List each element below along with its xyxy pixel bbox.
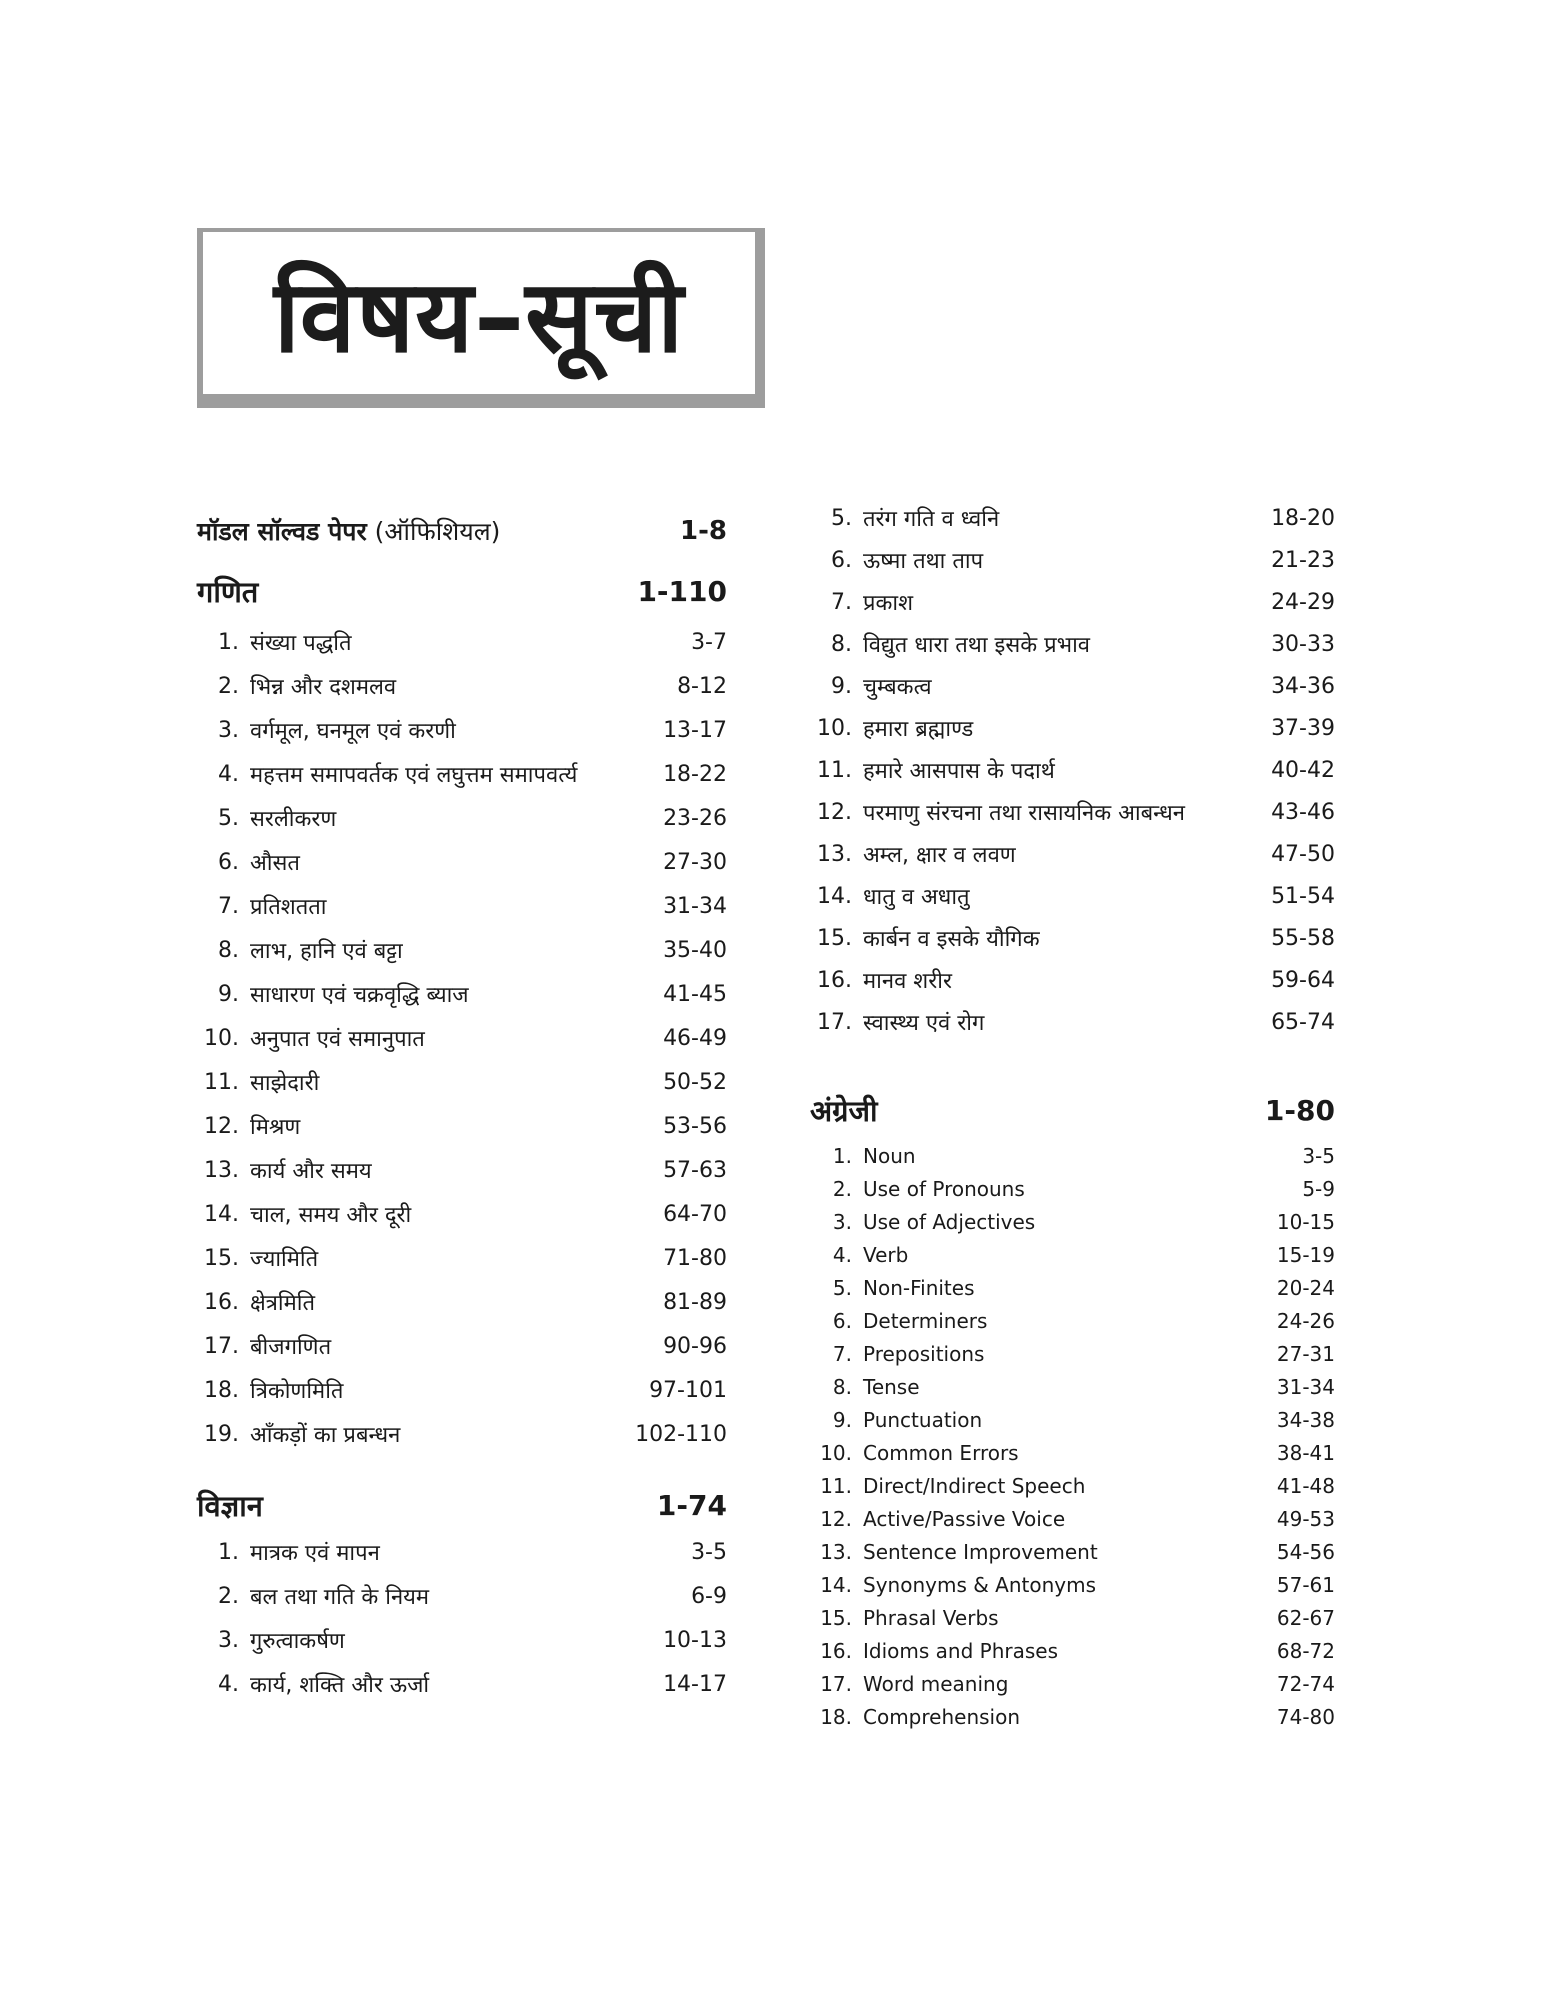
toc-entry — [197, 1324, 727, 1368]
entry-number: 13. — [820, 1539, 852, 1564]
entry-pages: 31-34 — [1276, 1374, 1335, 1399]
entry-number: 7. — [832, 1341, 852, 1366]
toc-entry — [810, 623, 1335, 665]
toc-entry — [197, 1192, 727, 1236]
toc-entry — [810, 1370, 1335, 1403]
toc-entry — [810, 1238, 1335, 1271]
entry-title: त्रिकोणमिति — [250, 1379, 344, 1404]
entry-pages: 8-12 — [677, 673, 727, 699]
entry-pages: 31-34 — [663, 893, 727, 919]
entry-title: Punctuation — [863, 1407, 983, 1432]
entry-title: मानव शरीर — [863, 969, 952, 994]
toc-entry — [810, 1337, 1335, 1370]
toc-left-column — [197, 500, 727, 1706]
entry-number: 14. — [820, 1572, 852, 1597]
entry-number: 11. — [820, 1473, 852, 1498]
entry-number: 1. — [218, 629, 239, 655]
entry-number: 18. — [204, 1377, 239, 1403]
page-title: विषय–सूची — [273, 258, 685, 375]
toc-entry — [197, 1236, 727, 1280]
entry-number: 14. — [817, 883, 852, 909]
entry-pages: 74-80 — [1276, 1704, 1335, 1729]
entry-number: 11. — [204, 1069, 239, 1095]
entry-title: प्रकाश — [863, 591, 914, 616]
entry-pages: 47-50 — [1271, 841, 1335, 867]
toc-entry — [197, 796, 727, 840]
entry-title: ज्यामिति — [250, 1247, 319, 1272]
entry-number: 13. — [204, 1157, 239, 1183]
toc-entry — [810, 1139, 1335, 1172]
entry-number: 4. — [218, 761, 239, 787]
entry-pages: 62-67 — [1276, 1605, 1335, 1630]
entry-number: 9. — [832, 1407, 852, 1432]
entry-number: 6. — [218, 849, 239, 875]
entry-title: औसत — [250, 851, 300, 876]
entry-title: संख्या पद्धति — [250, 631, 352, 656]
entry-number: 6. — [832, 1308, 852, 1333]
entry-title: धातु व अधातु — [863, 885, 970, 910]
entry-title: Direct/Indirect Speech — [863, 1473, 1086, 1498]
entry-pages: 3-5 — [691, 1539, 727, 1565]
entry-title: स्वास्थ्य एवं रोग — [863, 1011, 985, 1036]
entry-number: 7. — [218, 893, 239, 919]
entry-pages: 49-53 — [1276, 1506, 1335, 1531]
entry-pages: 20-24 — [1276, 1275, 1335, 1300]
entry-pages: 6-9 — [691, 1583, 727, 1609]
entry-number: 4. — [218, 1671, 239, 1697]
entry-title: Noun — [863, 1143, 916, 1168]
toc-entry — [810, 1535, 1335, 1568]
entry-pages: 81-89 — [663, 1289, 727, 1315]
toc-entry — [810, 1667, 1335, 1700]
entry-pages: 21-23 — [1271, 547, 1335, 573]
toc-right-column — [810, 497, 1335, 1733]
entry-number: 13. — [817, 841, 852, 867]
toc-entry — [810, 1700, 1335, 1733]
science-chapter-list-part2 — [810, 497, 1335, 1043]
entry-pages: 71-80 — [663, 1245, 727, 1271]
math-chapter-list — [197, 620, 727, 1456]
entry-pages: 3-5 — [1302, 1143, 1335, 1168]
entry-title: लाभ, हानि एवं बट्टा — [250, 939, 403, 964]
entry-number: 3. — [832, 1209, 852, 1234]
toc-entry — [197, 1412, 727, 1456]
entry-number: 16. — [820, 1638, 852, 1663]
toc-entry — [810, 1271, 1335, 1304]
entry-pages: 46-49 — [663, 1025, 727, 1051]
toc-entry — [810, 833, 1335, 875]
entry-title: क्षेत्रमिति — [250, 1291, 316, 1316]
entry-title: Verb — [863, 1242, 909, 1267]
entry-pages: 53-56 — [663, 1113, 727, 1139]
entry-pages: 24-29 — [1271, 589, 1335, 615]
entry-pages: 18-22 — [663, 761, 727, 787]
toc-entry — [197, 972, 727, 1016]
toc-entry — [810, 749, 1335, 791]
entry-pages: 57-61 — [1276, 1572, 1335, 1597]
entry-number: 19. — [204, 1421, 239, 1447]
entry-pages: 57-63 — [663, 1157, 727, 1183]
toc-entry — [810, 665, 1335, 707]
entry-pages: 41-48 — [1276, 1473, 1335, 1498]
toc-entry — [810, 581, 1335, 623]
model-paper-pages: 1-8 — [680, 516, 727, 546]
entry-pages: 68-72 — [1276, 1638, 1335, 1663]
entry-title: Comprehension — [863, 1704, 1021, 1729]
entry-pages: 10-13 — [663, 1627, 727, 1653]
entry-title: Non-Finites — [863, 1275, 975, 1300]
entry-pages: 3-7 — [691, 629, 727, 655]
toc-entry — [810, 1568, 1335, 1601]
entry-number: 10. — [820, 1440, 852, 1465]
toc-entry — [197, 1618, 727, 1662]
entry-pages: 43-46 — [1271, 799, 1335, 825]
toc-entry — [810, 917, 1335, 959]
toc-entry — [197, 1148, 727, 1192]
entry-number: 9. — [831, 673, 852, 699]
toc-entry — [197, 752, 727, 796]
entry-number: 10. — [817, 715, 852, 741]
toc-entry — [197, 1060, 727, 1104]
entry-pages: 41-45 — [663, 981, 727, 1007]
entry-pages: 30-33 — [1271, 631, 1335, 657]
entry-number: 16. — [204, 1289, 239, 1315]
entry-pages: 23-26 — [663, 805, 727, 831]
entry-title: Use of Pronouns — [863, 1176, 1025, 1201]
toc-entry — [197, 1530, 727, 1574]
entry-title: Idioms and Phrases — [863, 1638, 1058, 1663]
entry-number: 10. — [204, 1025, 239, 1051]
entry-pages: 5-9 — [1302, 1176, 1335, 1201]
english-chapter-list — [810, 1139, 1335, 1733]
entry-title: Use of Adjectives — [863, 1209, 1036, 1234]
entry-title: कार्य और समय — [250, 1159, 372, 1184]
entry-number: 5. — [218, 805, 239, 831]
toc-entry — [197, 1280, 727, 1324]
section-heading-math: गणित 1-110 — [197, 574, 727, 609]
entry-title: ऊष्मा तथा ताप — [863, 549, 984, 574]
entry-number: 11. — [817, 757, 852, 783]
entry-title: साझेदारी — [250, 1071, 320, 1096]
science-chapter-list-part1 — [197, 1530, 727, 1706]
toc-entry — [810, 875, 1335, 917]
entry-title: प्रतिशतता — [250, 895, 327, 920]
entry-title: मात्रक एवं मापन — [250, 1541, 380, 1566]
section-heading-english: अंग्रेजी 1-80 — [810, 1093, 1335, 1128]
toc-entry — [810, 1403, 1335, 1436]
toc-entry — [197, 620, 727, 664]
entry-title: गुरुत्वाकर्षण — [250, 1629, 345, 1654]
entry-number: 18. — [820, 1704, 852, 1729]
entry-title: अम्ल, क्षार व लवण — [863, 843, 1016, 868]
entry-title: मिश्रण — [250, 1115, 301, 1140]
entry-pages: 18-20 — [1271, 505, 1335, 531]
title-frame — [203, 232, 755, 394]
entry-number: 5. — [831, 505, 852, 531]
entry-pages: 65-74 — [1271, 1009, 1335, 1035]
entry-pages: 55-58 — [1271, 925, 1335, 951]
toc-entry — [197, 708, 727, 752]
toc-entry — [810, 791, 1335, 833]
entry-number: 14. — [204, 1201, 239, 1227]
entry-number: 5. — [832, 1275, 852, 1300]
entry-title: Synonyms & Antonyms — [863, 1572, 1097, 1597]
entry-number: 12. — [820, 1506, 852, 1531]
toc-entry — [197, 1574, 727, 1618]
entry-title: Word meaning — [863, 1671, 1009, 1696]
entry-number: 17. — [817, 1009, 852, 1035]
entry-number: 6. — [831, 547, 852, 573]
entry-title: Common Errors — [863, 1440, 1019, 1465]
toc-entry — [197, 840, 727, 884]
toc-entry — [810, 959, 1335, 1001]
entry-pages: 15-19 — [1276, 1242, 1335, 1267]
entry-title: परमाणु संरचना तथा रासायनिक आबन्धन — [863, 801, 1185, 826]
toc-entry — [810, 1172, 1335, 1205]
toc-entry — [197, 1104, 727, 1148]
entry-title: Prepositions — [863, 1341, 985, 1366]
entry-number: 3. — [218, 1627, 239, 1653]
entry-title: सरलीकरण — [250, 807, 337, 832]
entry-number: 7. — [831, 589, 852, 615]
entry-number: 17. — [204, 1333, 239, 1359]
entry-title: कार्य, शक्ति और ऊर्जा — [250, 1673, 430, 1698]
entry-pages: 27-31 — [1276, 1341, 1335, 1366]
toc-entry — [197, 664, 727, 708]
entry-number: 12. — [204, 1113, 239, 1139]
entry-pages: 34-38 — [1276, 1407, 1335, 1432]
entry-title: हमारा ब्रह्माण्ड — [863, 717, 974, 742]
toc-entry — [197, 884, 727, 928]
toc-entry — [810, 707, 1335, 749]
entry-title: Tense — [863, 1374, 920, 1399]
entry-title: Active/Passive Voice — [863, 1506, 1066, 1531]
entry-number: 1. — [218, 1539, 239, 1565]
entry-number: 2. — [218, 1583, 239, 1609]
entry-number: 12. — [817, 799, 852, 825]
toc-entry — [810, 1304, 1335, 1337]
toc-entry — [197, 1368, 727, 1412]
entry-title: महत्तम समापवर्तक एवं लघुत्तम समापवर्त्य — [250, 763, 578, 788]
toc-entry — [810, 497, 1335, 539]
entry-title: बल तथा गति के नियम — [250, 1585, 430, 1610]
entry-pages: 72-74 — [1276, 1671, 1335, 1696]
entry-title: वर्गमूल, घनमूल एवं करणी — [250, 719, 456, 744]
model-paper-title: मॉडल सॉल्वड पेपर (ऑफिशियल) — [197, 517, 501, 546]
entry-pages: 34-36 — [1271, 673, 1335, 699]
entry-pages: 59-64 — [1271, 967, 1335, 993]
entry-title: अनुपात एवं समानुपात — [250, 1027, 425, 1052]
toc-entry — [810, 1001, 1335, 1043]
entry-pages: 10-15 — [1276, 1209, 1335, 1234]
model-paper-entry — [197, 500, 727, 562]
entry-number: 15. — [204, 1245, 239, 1271]
entry-number: 2. — [832, 1176, 852, 1201]
toc-entry — [810, 1634, 1335, 1667]
entry-number: 8. — [218, 937, 239, 963]
toc-entry — [197, 928, 727, 972]
entry-pages: 51-54 — [1271, 883, 1335, 909]
entry-title: चाल, समय और दूरी — [250, 1203, 412, 1228]
entry-number: 15. — [820, 1605, 852, 1630]
entry-title: चुम्बकत्व — [863, 675, 932, 700]
entry-pages: 37-39 — [1271, 715, 1335, 741]
entry-pages: 13-17 — [663, 717, 727, 743]
entry-title: तरंग गति व ध्वनि — [863, 507, 1000, 532]
toc-entry — [810, 1205, 1335, 1238]
title-box — [197, 228, 765, 408]
entry-pages: 102-110 — [635, 1421, 727, 1447]
entry-number: 17. — [820, 1671, 852, 1696]
entry-title: कार्बन व इसके यौगिक — [863, 927, 1040, 952]
entry-number: 2. — [218, 673, 239, 699]
entry-pages: 40-42 — [1271, 757, 1335, 783]
entry-pages: 50-52 — [663, 1069, 727, 1095]
toc-entry — [197, 1662, 727, 1706]
entry-pages: 24-26 — [1276, 1308, 1335, 1333]
entry-title: भिन्न और दशमलव — [250, 675, 397, 700]
entry-pages: 64-70 — [663, 1201, 727, 1227]
section-heading-science: विज्ञान 1-74 — [197, 1488, 727, 1523]
entry-pages: 90-96 — [663, 1333, 727, 1359]
entry-number: 8. — [831, 631, 852, 657]
entry-title: साधारण एवं चक्रवृद्धि ब्याज — [250, 983, 469, 1008]
entry-number: 3. — [218, 717, 239, 743]
entry-pages: 97-101 — [649, 1377, 727, 1403]
entry-number: 1. — [832, 1143, 852, 1168]
entry-number: 4. — [832, 1242, 852, 1267]
entry-title: हमारे आसपास के पदार्थ — [863, 759, 1055, 784]
entry-title: Phrasal Verbs — [863, 1605, 999, 1630]
entry-pages: 38-41 — [1276, 1440, 1335, 1465]
entry-number: 9. — [218, 981, 239, 1007]
entry-title: Sentence Improvement — [863, 1539, 1098, 1564]
entry-pages: 54-56 — [1276, 1539, 1335, 1564]
entry-title: Determiners — [863, 1308, 988, 1333]
toc-entry — [810, 1601, 1335, 1634]
toc-entry — [810, 1502, 1335, 1535]
entry-number: 16. — [817, 967, 852, 993]
entry-title: बीजगणित — [250, 1335, 332, 1360]
entry-pages: 27-30 — [663, 849, 727, 875]
entry-title: आँकड़ों का प्रबन्धन — [250, 1423, 401, 1448]
toc-entry — [197, 1016, 727, 1060]
toc-entry — [810, 1469, 1335, 1502]
toc-entry — [810, 1436, 1335, 1469]
entry-pages: 14-17 — [663, 1671, 727, 1697]
entry-number: 8. — [832, 1374, 852, 1399]
toc-entry — [810, 539, 1335, 581]
entry-pages: 35-40 — [663, 937, 727, 963]
entry-title: विद्युत धारा तथा इसके प्रभाव — [863, 633, 1091, 658]
entry-number: 15. — [817, 925, 852, 951]
